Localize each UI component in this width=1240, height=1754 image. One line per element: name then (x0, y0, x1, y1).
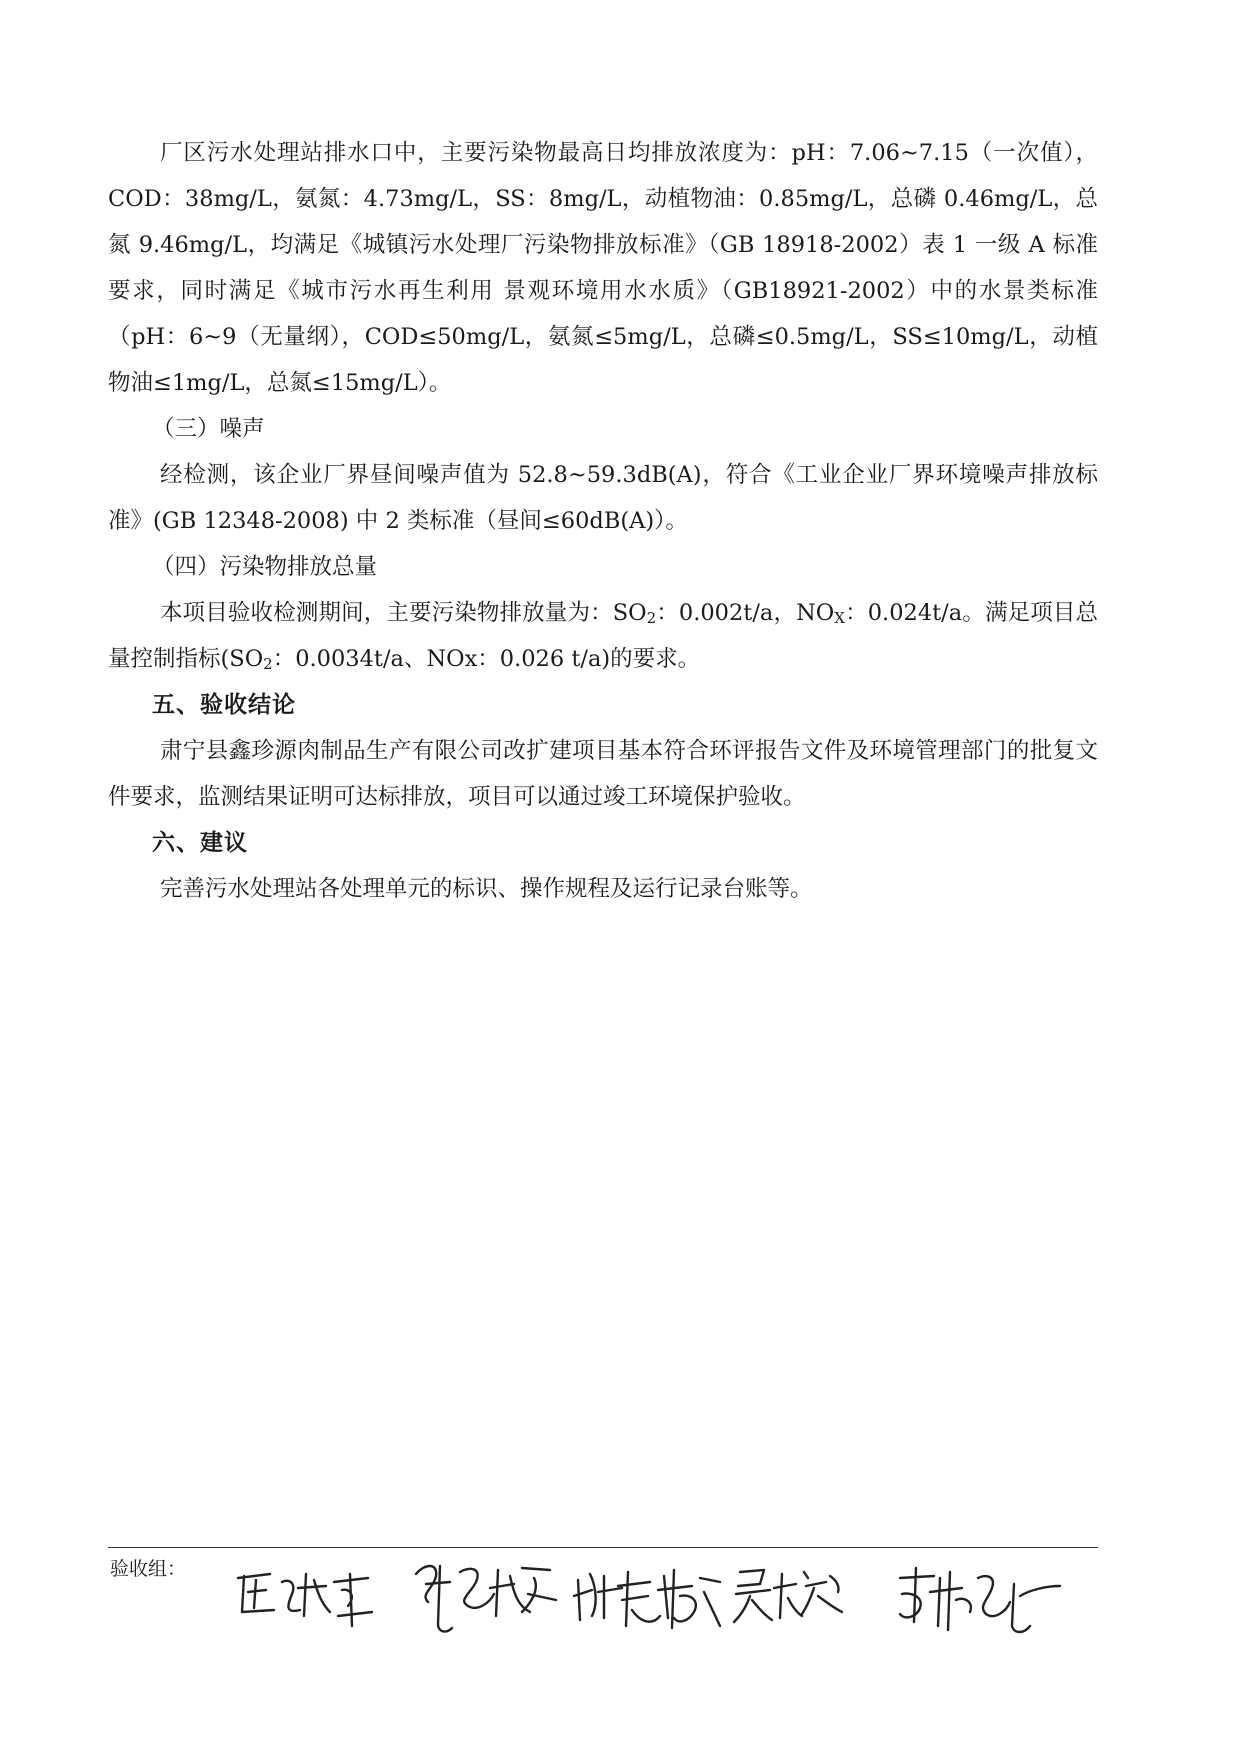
signature-4 (730, 1558, 860, 1638)
total-text-part: ：0.0034t/a、NOx：0.026 t/a)的要求。 (272, 646, 701, 672)
signature-2 (410, 1554, 560, 1644)
noise-heading: （三）噪声 (152, 416, 265, 442)
signature-label: 验收组： (110, 1558, 187, 1580)
conclusion-paragraph: 肃宁县鑫珍源肉制品生产有限公司改扩建项目基本符合环评报告文件及环境管理部门的批复文件要求，监测结果证明可达标排放，项目可以通过竣工环境保护验收。 (108, 738, 1098, 810)
water-results-paragraph: 厂区污水处理站排水口中，主要污染物最高日均排放浓度为：pH：7.06~7.15（一次值），COD：38mg/L，氨氮：4.73mg/L，SS：8mg/L，动植物油：0.85mg/L，总磷 0.46mg/L，总氮 9.46mg/L，均满足《城镇污水处理厂污染物排放标准》（GB 18918-2002）表 1 一级 A 标准要求，同时满足《城市污水再生利用 景观环境用水水质》（GB18921-2002）中的水景类标准（pH：6~9（无量纲），COD≤50mg/L，氨氮≤5mg/L，总磷≤0.5mg/L，SS≤10mg/L，动植物油≤1mg/L，总氮≤15mg/L）。 (108, 140, 1098, 396)
signature-3 (570, 1556, 730, 1646)
noise-paragraph: 经检测，该企业厂界昼间噪声值为 52.8~59.3dB(A)，符合《工业企业厂界环境噪声排放标准》(GB 12348-2008) 中 2 类标准（昼间≤60dB(A)）。 (108, 462, 1098, 534)
signatures-area (230, 1560, 1110, 1650)
total-text-part: ：0.024t/a。满足项目总量控制指标(SO (108, 600, 1098, 672)
suggestion-paragraph: 完善污水处理站各处理单元的标识、操作规程及运行记录台账等。 (160, 876, 813, 902)
suggestion-heading: 六、建议 (152, 830, 248, 856)
total-emission-heading: （四）污染物排放总量 (152, 554, 378, 580)
subscript: 2 (646, 609, 657, 627)
total-text-part: ：0.002t/a，NO (656, 600, 835, 626)
conclusion-heading: 五、验收结论 (152, 692, 296, 718)
subscript: 2 (263, 655, 273, 673)
signature-1 (230, 1560, 380, 1640)
subscript: X (834, 609, 845, 627)
signature-5 (890, 1556, 1070, 1646)
total-emission-paragraph (108, 590, 1098, 682)
total-text-part: 本项目验收检测期间，主要污染物排放量为：SO (160, 600, 647, 626)
document-body (108, 130, 1098, 912)
signature-divider (108, 1547, 1098, 1548)
